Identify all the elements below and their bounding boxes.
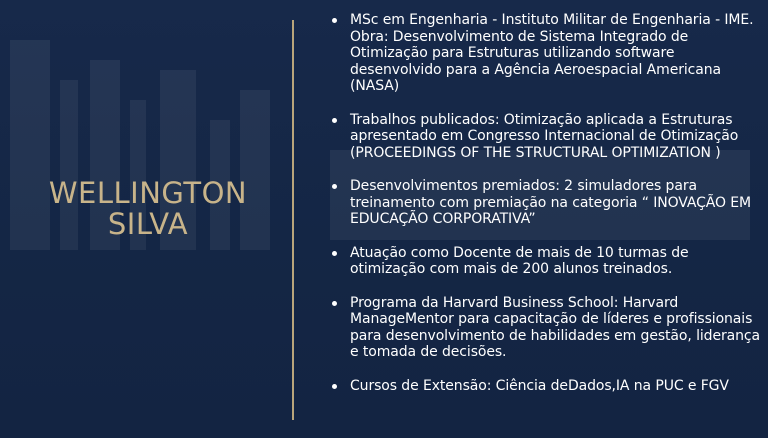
- credentials-list: [326, 12, 766, 394]
- bullet-dot-icon: [332, 184, 337, 189]
- list-item-text: MSc em Engenharia - Instituto Militar de Engenharia - IME. Obra: Desenvolvimento de Sistema Integrado de Otimização para Estruturas utilizando software desenvolvido para a Agência Aeroespacial Americana (NASA): [350, 12, 754, 94]
- vertical-divider: [292, 20, 294, 420]
- bullet-dot-icon: [332, 301, 337, 306]
- list-item: [326, 295, 766, 361]
- list-item: [326, 12, 766, 95]
- list-item-text: Desenvolvimentos premiados: 2 simuladores para treinamento com premiação na categoria “ INOVAÇÃO EM EDUCAÇÃO CORPORATIVA”: [350, 178, 752, 227]
- bullet-dot-icon: [332, 118, 337, 123]
- list-item: [326, 178, 766, 228]
- name-first-line: WELLINGTON: [48, 176, 248, 210]
- list-item-text: Cursos de Extensão: Ciência deDados,IA na PUC e FGV: [350, 377, 729, 394]
- list-item: [326, 378, 766, 395]
- bullet-dot-icon: [332, 18, 337, 23]
- list-item-text: Trabalhos publicados: Otimização aplicada a Estruturas apresentado em Congresso Internacional de Otimização (PROCEEDINGS OF THE STRUCTURAL OPTIMIZATION ): [350, 111, 739, 161]
- name-second-line: SILVA: [107, 207, 189, 241]
- list-item-text: Programa da Harvard Business School: Harvard ManageMentor para capacitação de líderes e profissionais para desenvolvimento de habilidades em gestão, liderança e tomada de decisões.: [350, 294, 760, 360]
- person-name: [30, 178, 266, 240]
- list-item-text: Atuação como Docente de mais de 10 turmas de otimização com mais de 200 alunos treinados.: [350, 244, 689, 277]
- list-item: [326, 112, 766, 162]
- bullet-dot-icon: [332, 384, 337, 389]
- bullet-dot-icon: [332, 251, 337, 256]
- list-item: [326, 245, 766, 278]
